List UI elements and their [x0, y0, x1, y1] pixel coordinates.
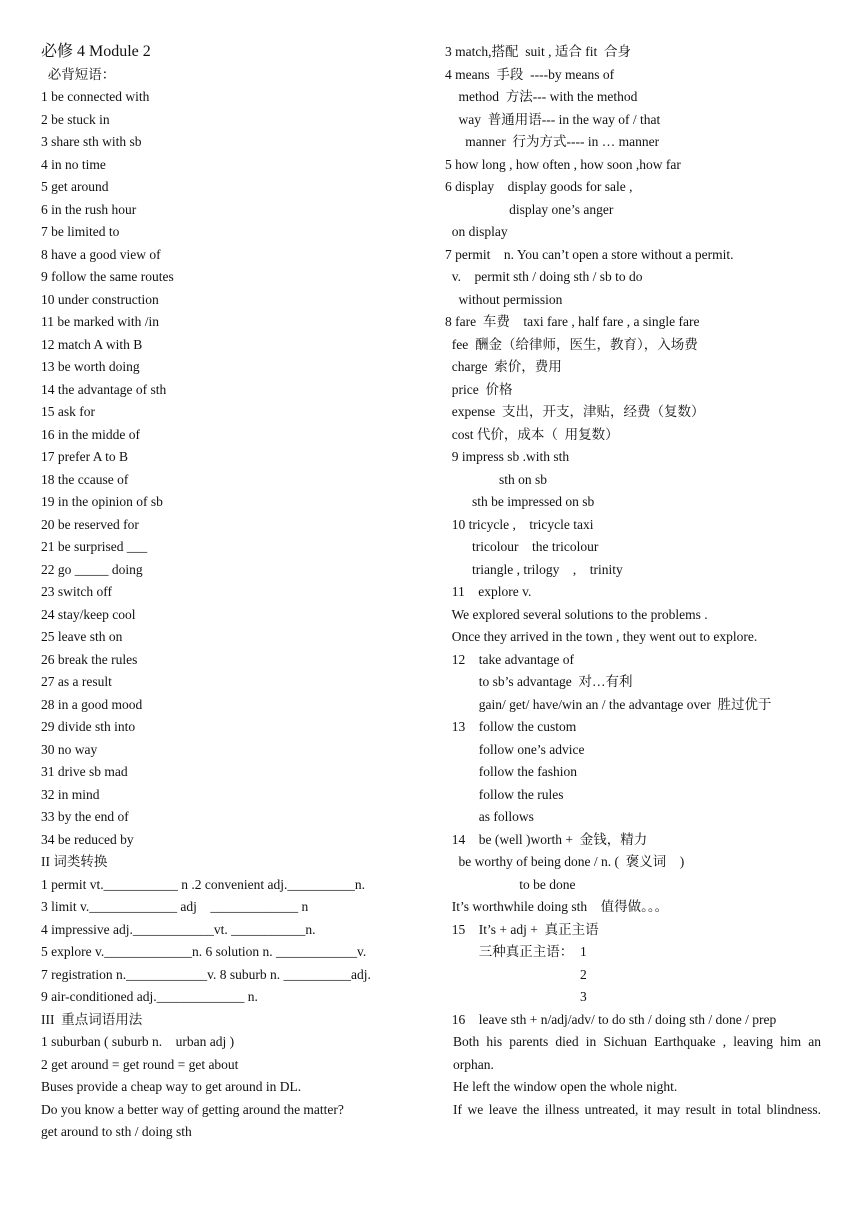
usage-example: He left the window open the whole night. [453, 1079, 678, 1094]
phrase-item: 25 leave sth on [41, 629, 123, 644]
usage-note: display one’s anger [445, 201, 614, 217]
phrase-item: 28 in a good mood [41, 696, 143, 712]
phrase-item: 16 in the midde of [41, 426, 140, 442]
usage-note: 4 means 手段 ----by means of [445, 66, 615, 82]
word-form-exercise: 3 limit v._____________ adj _____________ n [41, 899, 309, 914]
usage-note: to be done [445, 876, 576, 892]
section-heading-key-usage: III 重点词语用法 [41, 1011, 143, 1027]
phrase-item: 31 drive sb mad [41, 764, 128, 779]
usage-example: Once they arrived in the town , they went out to explore. [445, 629, 758, 644]
phrase-item: 3 share sth with sb [41, 134, 142, 149]
usage-note: triangle , trilogy , trinity [445, 561, 623, 577]
usage-note: expense 支出，开支，津贴，经费（复数） [445, 404, 705, 419]
phrase-item: 22 go _____ doing [41, 561, 143, 577]
phrase-item: 9 follow the same routes [41, 269, 174, 284]
word-form-exercise: 7 registration n.____________v. 8 suburb n. __________adj. [41, 966, 371, 982]
usage-note: follow one’s advice [445, 741, 585, 757]
usage-note: 14 be (well )worth + 金钱，精力 [445, 831, 648, 847]
usage-note: fee 酬金（给律师，医生，教育），入场费 [445, 336, 698, 352]
usage-note: 9 impress sb .with sth [445, 449, 570, 464]
usage-note: method 方法--- with the method [445, 89, 638, 104]
usage-note: 1 suburban ( suburb n. urban adj ) [41, 1034, 235, 1049]
usage-note: 3 match,搭配 suit , 适合 fit 合身 [445, 44, 631, 59]
phrase-item: 20 be reserved for [41, 516, 139, 532]
phrase-item: 32 in mind [41, 786, 100, 802]
right-column [445, 41, 821, 1121]
usage-example: Buses provide a cheap way to get around in DL. [41, 1079, 302, 1094]
usage-example: We explored several solutions to the problems . [445, 606, 708, 622]
phrase-item: 19 in the opinion of sb [41, 494, 163, 509]
phrase-item: 30 no way [41, 741, 98, 757]
word-form-exercise: 4 impressive adj.____________vt. ___________n. [41, 921, 316, 937]
usage-example-paragraph: If we leave the illness untreated, it may result in total blindness. [453, 1101, 821, 1117]
phrase-item: 6 in the rush hour [41, 201, 137, 217]
usage-note: follow the fashion [445, 764, 577, 779]
usage-note: v. permit sth / doing sth / sb to do [445, 269, 643, 284]
phrase-item: 18 the ccause of [41, 471, 129, 487]
usage-note: 12 take advantage of [445, 651, 574, 667]
usage-note: tricolour the tricolour [445, 539, 599, 554]
usage-note: 13 follow the custom [445, 719, 577, 734]
phrase-item: 1 be connected with [41, 89, 150, 104]
usage-note: to sb’s advantage 对…有利 [445, 674, 633, 689]
usage-note: follow the rules [445, 786, 564, 802]
usage-note: sth on sb [445, 471, 548, 487]
usage-note: 7 permit n. You can’t open a store without a permit. [445, 246, 734, 262]
document-title: 必修 4 Module 2 [41, 43, 151, 60]
usage-example-paragraph: Both his parents died in Sichuan Earthquake , leaving him an orphan. [453, 1034, 821, 1072]
usage-note: get around to sth / doing sth [41, 1124, 192, 1139]
phrase-item: 24 stay/keep cool [41, 606, 136, 622]
usage-note: gain/ get/ have/win an / the advantage over 胜过优于 [445, 696, 772, 712]
usage-note: 3 [445, 989, 587, 1004]
usage-note: 11 explore v. [445, 584, 532, 599]
word-form-exercise: 5 explore v._____________n. 6 solution n. ____________v. [41, 944, 367, 959]
phrase-item: 13 be worth doing [41, 359, 140, 374]
usage-note: cost 代价，成本（ 用复数） [445, 426, 619, 442]
phrase-item: 10 under construction [41, 291, 159, 307]
left-column [41, 41, 421, 1144]
usage-note: 8 fare 车费 taxi fare , half fare , a single fare [445, 314, 700, 329]
section-heading-phrases: 必背短语： [41, 66, 116, 82]
usage-note: 10 tricycle , tricycle taxi [445, 516, 594, 532]
usage-note: on display [445, 224, 508, 239]
phrase-item: 33 by the end of [41, 809, 129, 824]
usage-note: as follows [445, 809, 534, 824]
phrase-item: 5 get around [41, 179, 109, 194]
usage-example: Do you know a better way of getting around the matter? [41, 1101, 344, 1117]
word-form-exercise: 9 air-conditioned adj._____________ n. [41, 989, 258, 1004]
phrase-item: 7 be limited to [41, 224, 120, 239]
phrase-item: 34 be reduced by [41, 831, 134, 847]
usage-note: 16 leave sth + n/adj/adv/ to do sth / doing sth / done / prep [445, 1011, 777, 1027]
phrase-item: 14 the advantage of sth [41, 381, 167, 397]
phrase-item: 15 ask for [41, 404, 95, 419]
phrase-item: 29 divide sth into [41, 719, 136, 734]
usage-note: without permission [445, 291, 563, 307]
usage-note: price 价格 [445, 381, 513, 397]
phrase-item: 21 be surprised ___ [41, 539, 148, 554]
phrase-item: 11 be marked with /in [41, 314, 159, 329]
phrase-item: 4 in no time [41, 156, 106, 172]
usage-note: be worthy of being done / n. ( 褒义词 ) [445, 854, 685, 869]
usage-note: It’s worthwhile doing sth 值得做。。。 [445, 899, 669, 914]
usage-note: 15 It’s + adj + 真正主语 [445, 921, 599, 937]
section-heading-word-forms: II 词类转换 [41, 854, 108, 869]
usage-note: manner 行为方式---- in … manner [445, 134, 660, 149]
phrase-item: 12 match A with B [41, 336, 143, 352]
usage-note: 2 [445, 966, 587, 982]
usage-note: way 普通用语--- in the way of / that [445, 111, 661, 127]
phrase-item: 17 prefer A to B [41, 449, 128, 464]
phrase-item: 23 switch off [41, 584, 112, 599]
word-form-exercise: 1 permit vt.___________ n .2 convenient adj.__________n. [41, 876, 365, 892]
phrase-item: 26 break the rules [41, 651, 138, 667]
usage-note: 6 display display goods for sale , [445, 179, 633, 194]
usage-note: charge 索价，费用 [445, 359, 562, 374]
usage-note: 5 how long , how often , how soon ,how far [445, 156, 681, 172]
usage-note: 三种真正主语： 1 [445, 944, 587, 959]
phrase-item: 2 be stuck in [41, 111, 110, 127]
usage-note: 2 get around = get round = get about [41, 1056, 239, 1072]
usage-note: sth be impressed on sb [445, 494, 595, 509]
phrase-item: 8 have a good view of [41, 246, 161, 262]
phrase-item: 27 as a result [41, 674, 112, 689]
